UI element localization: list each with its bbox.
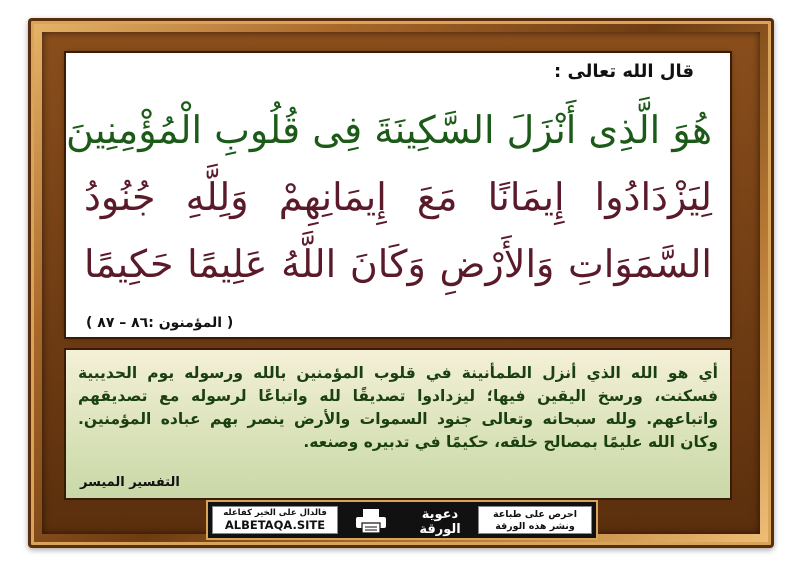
verse-heading: قال الله تعالى :: [553, 61, 694, 82]
printer-icon: [354, 508, 388, 534]
footer-site-link[interactable]: ALBETAQA.SITE: [224, 518, 326, 532]
verse-reference: ( المؤمنون :٨٦ – ٨٧ ): [86, 315, 234, 331]
logo-text-bottom: الورقة: [419, 522, 461, 537]
footer-slogan: فالدال على الخير كفاعله: [223, 508, 327, 518]
footer-bar: [206, 500, 598, 540]
footer-site-box[interactable]: [212, 506, 338, 534]
verse-panel: [66, 53, 730, 337]
tafsir-text: أي هو الله الذي أنزل الطمأنينة في قلوب المؤمنين بالله ورسوله يوم الحديبية فسكنت، ورسخ اليقين فيها؛ ليزدادوا تصديقًا لله واتباعًا لرسوله مع تصديقهم واتباعهم. ولله سبحانه وتعالى جنود السموات والأرض ينصر بهم عباده المؤمنين. وكان الله عليمًا بمصالح خلقه، حكيمًا في تدبيره وصنعه.: [78, 364, 718, 451]
verse-line-2: لِيَزْدَادُوا إِيمَانًا مَعَ إِيمَانِهِمْ وَلِلَّهِ جُنُودُ: [84, 175, 712, 219]
footer-print-note: احرص على طباعة ونشر هذه الورقة: [478, 506, 592, 534]
tafsir-source: التفسير الميسر: [80, 475, 180, 490]
verse-line-1: هُوَ الَّذِى أَنْزَلَ السَّكِينَةَ فِى قُلُوبِ الْمُؤْمِنِينَ: [66, 108, 712, 152]
logo-text-top: دعوية: [421, 507, 459, 522]
albetaqa-logo: [404, 505, 476, 537]
tafsir-panel: [66, 350, 730, 498]
verse-line-3: السَّمَوَاتِ وَالأَرْضِ وَكَانَ اللَّهُ عَلِيمًا حَكِيمًا: [84, 242, 712, 286]
